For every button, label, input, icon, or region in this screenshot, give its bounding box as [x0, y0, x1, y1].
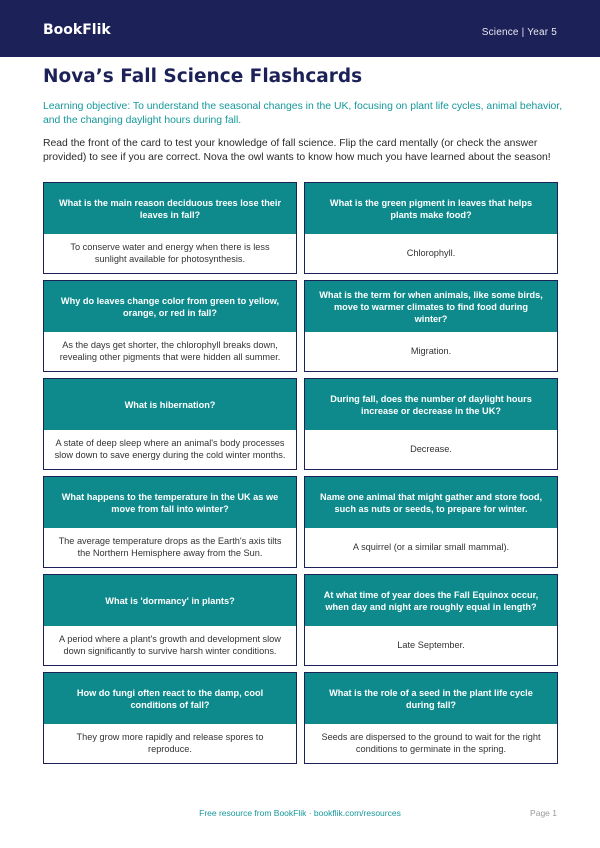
flashcard-question: Name one animal that might gather and store food, such as nuts or seeds, to prepare for winter. [305, 477, 557, 528]
flashcard-question: During fall, does the number of daylight hours increase or decrease in the UK? [305, 379, 557, 430]
brand-logo[interactable]: BookFlik [43, 22, 111, 38]
flashcard-answer: A squirrel (or a similar small mammal). [305, 528, 557, 567]
flashcard-question: What is the role of a seed in the plant life cycle during fall? [305, 673, 557, 724]
flashcard [304, 182, 558, 274]
flashcard-question: What is 'dormancy' in plants? [44, 575, 296, 626]
flashcard-answer: Chlorophyll. [305, 234, 557, 273]
flashcard-answer: A state of deep sleep where an animal's body processes slow down to save energy during the cold winter months. [44, 430, 296, 469]
intro-text: Read the front of the card to test your knowledge of fall science. Flip the card mentally (or check the answer provided) to see if you are correct. Nova the owl wants to know how much you have learned about the season! [43, 138, 551, 163]
flashcard-answer: Late September. [305, 626, 557, 665]
flashcard [304, 574, 558, 666]
learning-objective: Learning objective: To understand the seasonal changes in the UK, focusing on plant life cycles, animal behavior, and the changing daylight hours during fall. [43, 101, 563, 126]
flashcard [43, 476, 297, 568]
flashcard [43, 182, 297, 274]
flashcard [43, 672, 297, 764]
flashcard-question: How do fungi often react to the damp, cool conditions of fall? [44, 673, 296, 724]
flashcard-answer: To conserve water and energy when there is less sunlight available for photosynthesis. [44, 234, 296, 273]
flashcard-answer: They grow more rapidly and release spores to reproduce. [44, 724, 296, 763]
flashcard-question: At what time of year does the Fall Equinox occur, when day and night are roughly equal in length? [305, 575, 557, 626]
flashcard-answer: Seeds are dispersed to the ground to wait for the right conditions to germinate in the spring. [305, 724, 557, 763]
flashcard [43, 280, 297, 372]
page-number: Page 1 [530, 808, 557, 818]
flashcard [304, 672, 558, 764]
page-header [0, 0, 600, 57]
flashcard-question: What is the term for when animals, like some birds, move to warmer climates to find food during winter? [305, 281, 557, 332]
flashcard-question: What is the main reason deciduous trees lose their leaves in fall? [44, 183, 296, 234]
flashcard-question: What is the green pigment in leaves that helps plants make food? [305, 183, 557, 234]
flashcard [304, 476, 558, 568]
flashcard-answer: Migration. [305, 332, 557, 371]
flashcard-question: What happens to the temperature in the UK as we move from fall into winter? [44, 477, 296, 528]
flashcard-question: What is hibernation? [44, 379, 296, 430]
flashcard-answer: Decrease. [305, 430, 557, 469]
page-title: Nova’s Fall Science Flashcards [43, 66, 363, 87]
flashcard-answer: A period where a plant's growth and development slow down significantly to survive harsh winter conditions. [44, 626, 296, 665]
flashcard-answer: The average temperature drops as the Earth's axis tilts the Northern Hemisphere away from the Sun. [44, 528, 296, 567]
footer-resource-link[interactable]: Free resource from BookFlik · bookflik.com/resources [199, 808, 401, 818]
flashcard [43, 378, 297, 470]
flashcard [304, 280, 558, 372]
flashcard [304, 378, 558, 470]
flashcard [43, 574, 297, 666]
subject-year-label: Science | Year 5 [481, 27, 557, 38]
flashcard-answer: As the days get shorter, the chlorophyll breaks down, revealing other pigments that were hidden all summer. [44, 332, 296, 371]
flashcard-grid [43, 182, 558, 770]
flashcard-question: Why do leaves change color from green to yellow, orange, or red in fall? [44, 281, 296, 332]
